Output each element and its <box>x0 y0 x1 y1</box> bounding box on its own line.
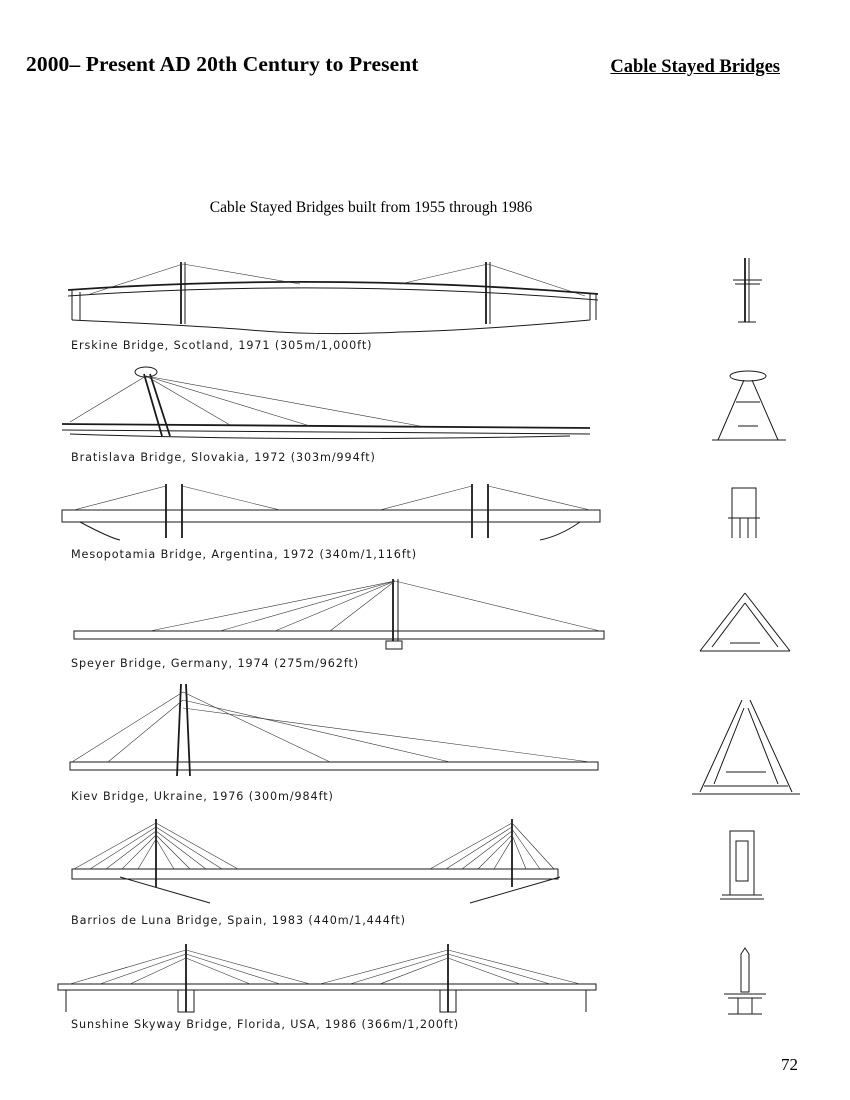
bridge-caption-kiev: Kiev Bridge, Ukraine, 1976 (300m/984ft) <box>71 790 334 803</box>
mesopotamia-tower-section <box>0 478 850 578</box>
bridge-speyer <box>0 575 850 675</box>
bridge-caption-bratislava: Bratislava Bridge, Slovakia, 1972 (303m/994ft) <box>71 451 376 464</box>
bridge-barrios-de-luna <box>0 815 850 935</box>
bridge-caption-erskine: Erskine Bridge, Scotland, 1971 (305m/1,000ft) <box>71 339 373 352</box>
section-title: Cable Stayed Bridges <box>610 57 780 77</box>
bridge-erskine <box>0 250 850 360</box>
bridge-mesopotamia <box>0 478 850 578</box>
page-number: 72 <box>781 1055 798 1074</box>
bridge-caption-mesopotamia: Mesopotamia Bridge, Argentina, 1972 (340m/1,116ft) <box>71 548 418 561</box>
bridge-sunshine-skyway <box>0 940 850 1040</box>
bridge-caption-speyer: Speyer Bridge, Germany, 1974 (275m/962ft) <box>71 657 360 670</box>
kiev-tower-section <box>0 680 850 800</box>
bridge-kiev <box>0 680 850 803</box>
bridge-caption-barrios-de-luna: Barrios de Luna Bridge, Spain, 1983 (440m/1,444ft) <box>71 914 406 927</box>
page-title: 2000– Present AD 20th Century to Present <box>26 52 419 76</box>
bridge-bratislava <box>0 362 850 472</box>
bridge-caption-sunshine-skyway: Sunshine Skyway Bridge, Florida, USA, 1986 (366m/1,200ft) <box>71 1018 460 1031</box>
figure-subtitle: Cable Stayed Bridges built from 1955 through 1986 <box>209 199 533 216</box>
